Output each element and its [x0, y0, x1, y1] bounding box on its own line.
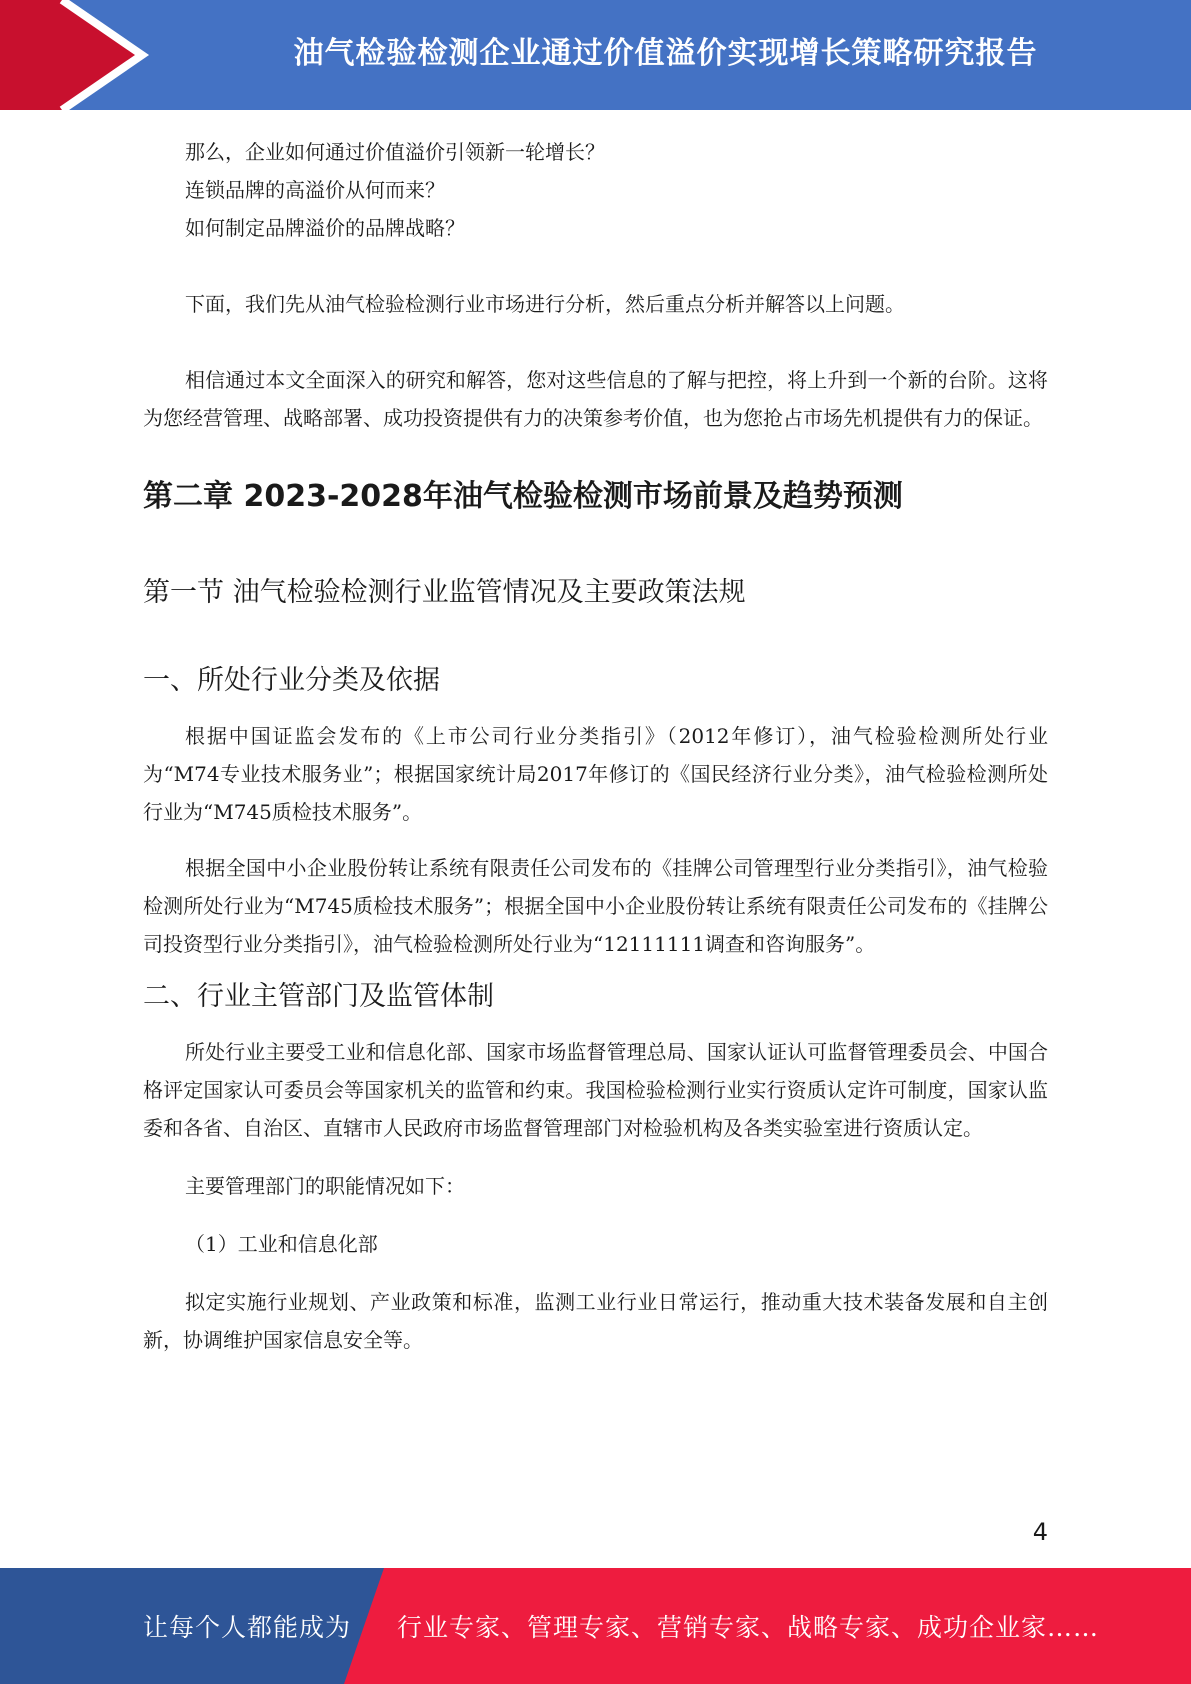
header-arrow-red: [0, 0, 142, 110]
page-header: [0, 0, 1191, 110]
header-arrow-decoration: [0, 0, 160, 110]
classification-paragraph-2: 根据全国中小企业股份转让系统有限责任公司发布的《挂牌公司管理型行业分类指引》，油气检验检测所处行业为“M745质检技术服务”；根据全国中小企业股份转让系统有限责任公司发布的《挂牌公司投资型行业分类指引》，油气检验检测所处行业为“12111111调查和咨询服务”。: [143, 856, 1048, 956]
department-duty-paragraph: 拟定实施行业规划、产业政策和标准，监测工业行业日常运行，推动重大技术装备发展和自主创新，协调维护国家信息安全等。: [143, 1290, 1048, 1352]
classification-paragraph-1: 根据中国证监会发布的《上市公司行业分类指引》（2012年修订），油气检验检测所处行业为“M74专业技术服务业”；根据国家统计局2017年修订的《国民经济行业分类》，油气检验检测所处行业为“M745质检技术服务”。: [143, 724, 1048, 824]
intro-paragraph-2: 相信通过本文全面深入的研究和解答，您对这些信息的了解与把控，将上升到一个新的台阶。这将为您经营管理、战略部署、成功投资提供有力的决策参考价值，也为您抢占市场先机提供有力的保证。: [143, 368, 1048, 430]
regulation-paragraph-1: 所处行业主要受工业和信息化部、国家市场监督管理总局、国家认证认可监督管理委员会、中国合格评定国家认可委员会等国家机关的监管和约束。我国检验检测行业实行资质认定许可制度，国家认监委和各省、自治区、直辖市人民政府市场监督管理部门对检验机构及各类实验室进行资质认定。: [143, 1040, 1048, 1140]
intro-question-2: 连锁品牌的高溢价从何而来？: [185, 178, 445, 202]
chapter-title: 第二章 2023-2028年油气检验检测市场前景及趋势预测: [143, 479, 903, 514]
page-number: 4: [1032, 1518, 1048, 1546]
page-footer: [0, 1568, 1191, 1684]
report-title: 油气检验检测企业通过价值溢价实现增长策略研究报告: [293, 36, 1038, 71]
intro-paragraph-1: 下面，我们先从油气检验检测行业市场进行分析，然后重点分析并解答以上问题。: [185, 292, 905, 316]
department-item-1: （1）工业和信息化部: [185, 1232, 378, 1256]
section-title: 第一节 油气检验检测行业监管情况及主要政策法规: [143, 577, 746, 608]
regulation-paragraph-2: 主要管理部门的职能情况如下：: [185, 1174, 465, 1198]
intro-question-3: 如何制定品牌溢价的品牌战略？: [185, 216, 465, 240]
subsection-title-2: 二、行业主管部门及监管体制: [143, 981, 494, 1012]
footer-slogan-right: 行业专家、管理专家、营销专家、战略专家、成功企业家……: [397, 1613, 1100, 1642]
subsection-title-1: 一、所处行业分类及依据: [143, 665, 440, 696]
document-body: [143, 133, 1048, 1359]
footer-slogan-left: 让每个人都能成为: [143, 1613, 352, 1642]
intro-question-1: 那么，企业如何通过价值溢价引领新一轮增长？: [185, 140, 605, 164]
